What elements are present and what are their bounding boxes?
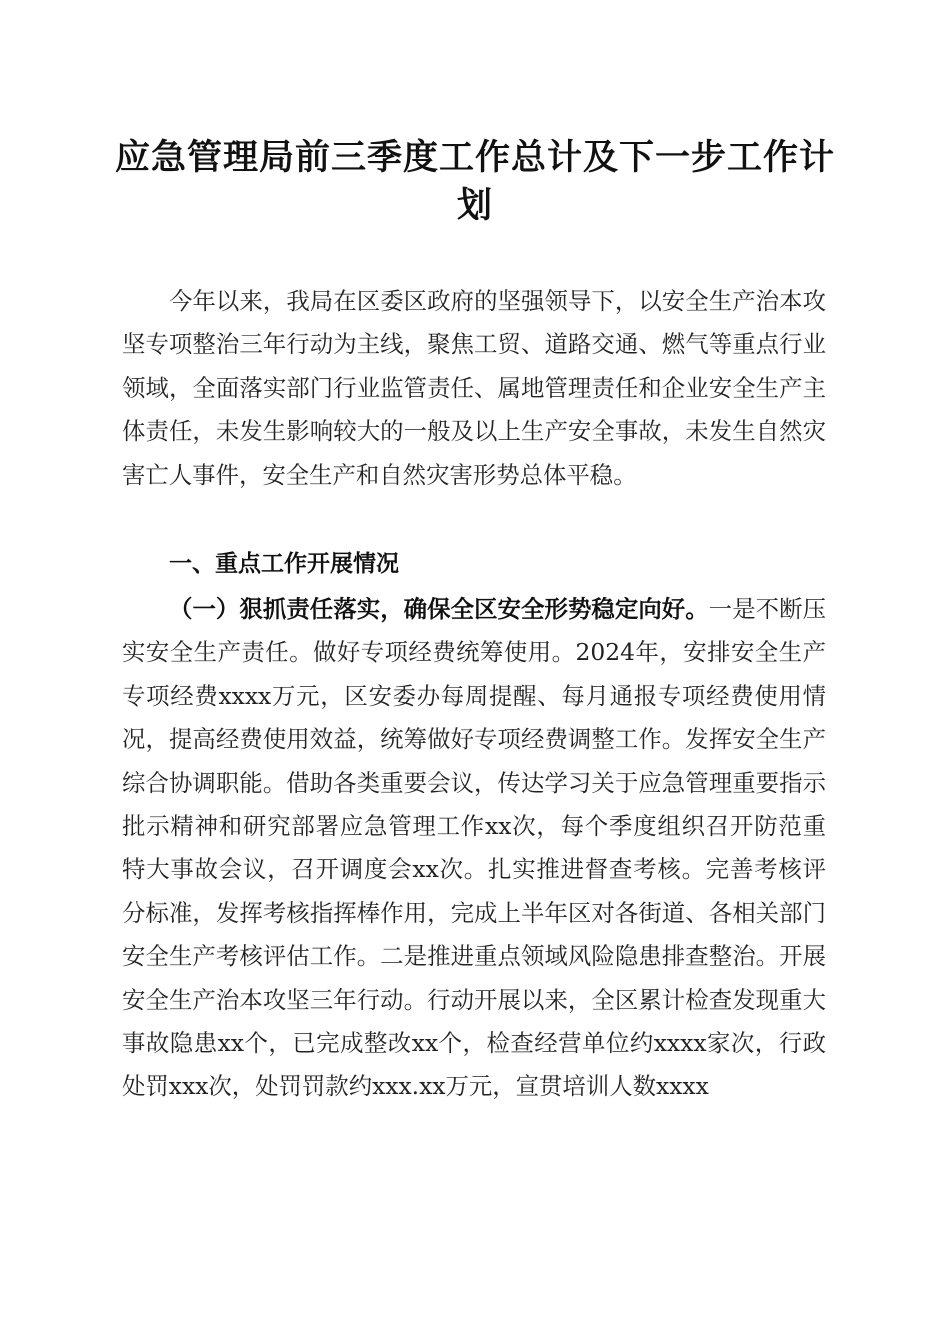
subsection-1-paragraph (122, 588, 826, 1109)
subsection-1-body: 一是不断压实安全生产责任。做好专项经费统筹使用。2024年，安排安全生产专项经费xxxx万元，区安委办每周提醒、每月通报专项经费使用情况，提高经费使用效益，统筹做好专项经费调整工作。发挥安全生产综合协调职能。借助各类重要会议，传达学习关于应急管理重要指示批示精神和研究部署应急管理工作xx次，每个季度组织召开防范重特大事故会议，召开调度会xx次。扎实推进督查考核。完善考核评分标准，发挥考核指挥棒作用，完成上半年区对各街道、各相关部门安全生产考核评估工作。二是推进重点领域风险隐患排查整治。开展安全生产治本攻坚三年行动。行动开展以来，全区累计检查发现重大事故隐患xx个，已完成整改xx个，检查经营单位约xxxx家次，行政处罚xxx次，处罚罚款约xxx.xx万元，宣贯培训人数xxxx (122, 595, 827, 1101)
subsection-1-lead: （一）狠抓责任落实，确保全区安全形势稳定向好。 (169, 595, 709, 623)
section-heading-1: 一、重点工作开展情况 (169, 551, 399, 577)
document-title: 应急管理局前三季度工作总计及下一步工作计划 (114, 137, 835, 226)
intro-paragraph: 今年以来，我局在区委区政府的坚强领导下，以安全生产治本攻坚专项整治三年行动为主线，聚焦工贸、道路交通、燃气等重点行业领域，全面落实部门行业监管责任、属地管理责任和企业安全生产主体责任，未发生影响较大的一般及以上生产安全事故，未发生自然灾害亡人事件，安全生产和自然灾害形势总体平稳。 (122, 287, 826, 489)
